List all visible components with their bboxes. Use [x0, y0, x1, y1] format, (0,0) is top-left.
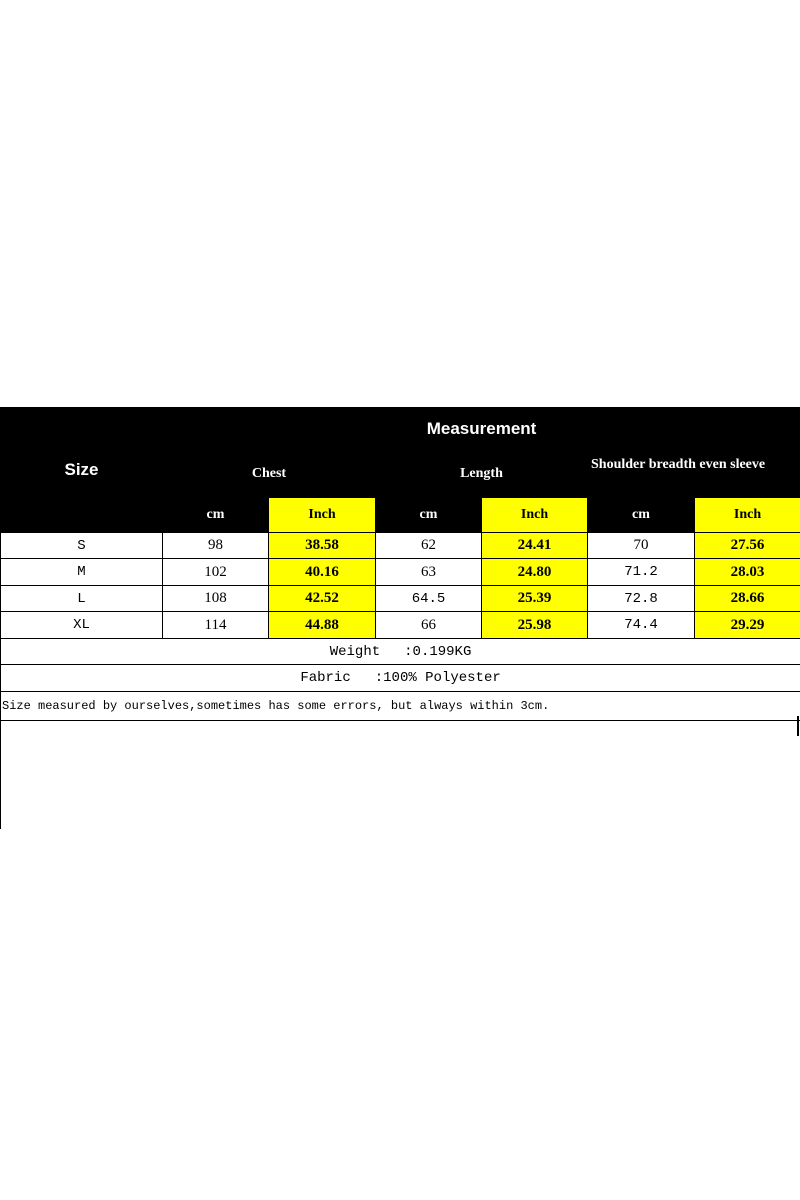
length-cm-header: cm	[376, 498, 482, 533]
shoulder-cm-header: cm	[588, 498, 695, 533]
length-header: Length	[376, 451, 588, 498]
fabric-row	[1, 665, 800, 692]
table-row	[1, 612, 800, 639]
chest-cm-cell: 114	[163, 612, 269, 639]
weight-label: Weight	[329, 643, 381, 660]
weight-cell	[1, 639, 800, 665]
note-row	[1, 692, 800, 721]
size-cell: M	[1, 559, 163, 586]
note-cell: Size measured by ourselves,sometimes has some errors, but always within 3cm.	[1, 692, 800, 721]
fabric-cell	[1, 665, 800, 692]
length-inch-cell: 25.98	[482, 612, 588, 639]
size-cell: XL	[1, 612, 163, 639]
length-inch-cell: 25.39	[482, 586, 588, 612]
weight-value: :0.199KG	[404, 643, 472, 660]
shoulder-cm-cell: 74.4	[588, 612, 695, 639]
right-border-tick	[797, 716, 799, 736]
shoulder-cm-cell: 72.8	[588, 586, 695, 612]
chest-cm-header: cm	[163, 498, 269, 533]
fabric-value: :100% Polyester	[374, 670, 501, 686]
table-row	[1, 533, 800, 559]
size-cell: S	[1, 533, 163, 559]
size-chart-table	[0, 407, 800, 721]
header-row-measurement	[1, 408, 800, 451]
shoulder-cm-cell: 71.2	[588, 559, 695, 586]
chest-header: Chest	[163, 451, 376, 498]
shoulder-inch-cell: 28.66	[695, 586, 800, 612]
size-cell: L	[1, 586, 163, 612]
length-cm-cell: 64.5	[376, 586, 482, 612]
length-cm-cell: 63	[376, 559, 482, 586]
length-inch-cell: 24.41	[482, 533, 588, 559]
shoulder-inch-cell: 28.03	[695, 559, 800, 586]
fabric-label: Fabric	[300, 670, 351, 686]
length-cm-cell: 62	[376, 533, 482, 559]
length-inch-cell: 24.80	[482, 559, 588, 586]
weight-row	[1, 639, 800, 665]
chest-inch-cell: 44.88	[269, 612, 376, 639]
left-border-line	[0, 719, 1, 829]
chest-cm-cell: 102	[163, 559, 269, 586]
table-row	[1, 586, 800, 612]
size-header: Size	[1, 408, 163, 533]
shoulder-inch-header: Inch	[695, 498, 800, 533]
chest-cm-cell: 98	[163, 533, 269, 559]
length-cm-cell: 66	[376, 612, 482, 639]
measurement-header: Measurement	[163, 408, 800, 451]
shoulder-inch-cell: 29.29	[695, 612, 800, 639]
chest-inch-cell: 42.52	[269, 586, 376, 612]
length-inch-header: Inch	[482, 498, 588, 533]
shoulder-inch-cell: 27.56	[695, 533, 800, 559]
chest-inch-cell: 38.58	[269, 533, 376, 559]
chest-cm-cell: 108	[163, 586, 269, 612]
shoulder-header: Shoulder breadth even sleeve	[588, 451, 800, 498]
table-row	[1, 559, 800, 586]
chest-inch-header: Inch	[269, 498, 376, 533]
shoulder-cm-cell: 70	[588, 533, 695, 559]
chest-inch-cell: 40.16	[269, 559, 376, 586]
